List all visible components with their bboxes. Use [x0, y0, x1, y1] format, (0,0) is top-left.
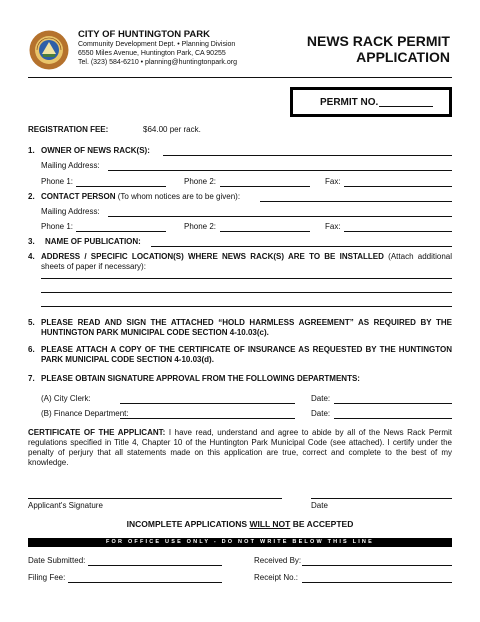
permit-number-field[interactable]: [379, 106, 433, 107]
section2-mailing-label: Mailing Address:: [41, 207, 100, 216]
finance-signature-field[interactable]: [120, 418, 295, 419]
finance-date-field[interactable]: [334, 418, 452, 419]
section1-title: OWNER OF NEWS RACK(S):: [41, 146, 150, 155]
contact-person-field[interactable]: [260, 201, 452, 202]
section4-title: ADDRESS / SPECIFIC LOCATION(S) WHERE NEWS RACK(S) ARE TO BE INSTALLED: [41, 252, 384, 261]
owner-mailing-field[interactable]: [108, 170, 452, 171]
certificate-label: CERTIFICATE OF THE APPLICANT:: [28, 428, 166, 437]
contact-phone1-field[interactable]: [76, 231, 166, 232]
header-rule: [28, 77, 452, 78]
section7-number: 7.: [28, 374, 35, 383]
section1-mailing-label: Mailing Address:: [41, 161, 100, 170]
date-submitted-label: Date Submitted:: [28, 556, 86, 565]
address-line: 6550 Miles Avenue, Huntington Park, CA 90255: [78, 50, 226, 57]
city-clerk-date-field[interactable]: [334, 403, 452, 404]
owner-phone2-field[interactable]: [220, 186, 310, 187]
permit-number-box: [290, 87, 452, 117]
office-use-banner-text: FOR OFFICE USE ONLY - DO NOT WRITE BELOW THIS LINE: [106, 539, 374, 545]
section4-text: [41, 252, 452, 272]
applicant-date-label: Date: [311, 501, 328, 510]
section2-title: [41, 192, 240, 202]
department-line: Community Development Dept. • Planning Division: [78, 41, 236, 48]
contact-mailing-field[interactable]: [108, 216, 452, 217]
city-name: CITY OF HUNTINGTON PARK: [78, 29, 210, 40]
incomplete-pre: INCOMPLETE APPLICATIONS: [126, 519, 250, 529]
section1-phone2-label: Phone 2:: [184, 177, 217, 186]
section4-note: (Attach additional sheets of paper if necessary):: [41, 252, 452, 271]
section4-number: 4.: [28, 252, 35, 261]
section2-number: 2.: [28, 192, 35, 201]
filing-fee-label: Filing Fee:: [28, 573, 66, 582]
section2-title-text: CONTACT PERSON: [41, 192, 116, 201]
section7-text: PLEASE OBTAIN SIGNATURE APPROVAL FROM THE FOLLOWING DEPARTMENTS:: [41, 374, 360, 383]
applicant-date-field[interactable]: [311, 498, 452, 499]
applicant-signature-label: Applicant's Signature: [28, 501, 103, 510]
location-line-3[interactable]: [41, 306, 452, 307]
section2-phone2-label: Phone 2:: [184, 222, 217, 231]
incomplete-emph: WILL NOT: [249, 519, 291, 529]
certificate-body: I have read, understand and agree to abide by all of the News Rack Permit regulations specified in Title 4, Chapter 10 of the Huntington Park Municipal Code (see attached). I certify under the penalty of perjury that all statements made on this application are true, correct and complete to the best of my knowledge.: [28, 428, 453, 467]
date-submitted-field[interactable]: [88, 565, 222, 566]
section5-text: PLEASE READ AND SIGN THE ATTACHED “HOLD HARMLESS AGREEMENT” AS REQUIRED BY THE HUNTINGTON PARK MUNICIPAL CODE SECTION 4-10.03(c).: [41, 318, 452, 337]
contact-line: Tel. (323) 584-6210 • planning@huntingtonpark.org: [78, 59, 237, 66]
owner-fax-field[interactable]: [344, 186, 452, 187]
section1-phone1-label: Phone 1:: [41, 177, 74, 186]
receipt-no-label: Receipt No.:: [254, 573, 299, 582]
section6-text: PLEASE ATTACH A COPY OF THE CERTIFICATE OF INSURANCE AS REQUESTED BY THE HUNTINGTON PARK MUNICIPAL CODE SECTION 4-10.03(d).: [41, 345, 452, 364]
owner-phone1-field[interactable]: [76, 186, 166, 187]
registration-fee-label: REGISTRATION FEE:: [28, 125, 109, 134]
received-by-label: Received By:: [254, 556, 302, 565]
received-by-field[interactable]: [302, 565, 452, 566]
section5-number: 5.: [28, 318, 35, 327]
city-clerk-label: (A) City Clerk:: [41, 394, 91, 403]
registration-fee-value: $64.00 per rack.: [143, 125, 201, 134]
section2-fax-label: Fax:: [325, 222, 341, 231]
form-title-line1: NEWS RACK PERMIT: [306, 33, 450, 49]
section1-number: 1.: [28, 146, 35, 155]
section2-phone1-label: Phone 1:: [41, 222, 74, 231]
section1-fax-label: Fax:: [325, 177, 341, 186]
location-line-1[interactable]: [41, 278, 452, 279]
form-title-line2: APPLICATION: [356, 49, 450, 65]
office-use-banner: [28, 538, 452, 547]
section3-title: NAME OF PUBLICATION:: [45, 237, 141, 246]
owner-name-field[interactable]: [163, 155, 452, 156]
finance-label: (B) Finance Department:: [41, 409, 129, 418]
contact-phone2-field[interactable]: [220, 231, 310, 232]
section6-number: 6.: [28, 345, 35, 354]
city-clerk-signature-field[interactable]: [120, 403, 295, 404]
finance-date-label: Date:: [311, 409, 331, 418]
permit-number-label: PERMIT NO.: [320, 97, 379, 108]
filing-fee-field[interactable]: [68, 582, 222, 583]
location-line-2[interactable]: [41, 292, 452, 293]
certificate-text: [28, 428, 452, 468]
city-clerk-date-label: Date:: [311, 394, 331, 403]
contact-fax-field[interactable]: [344, 231, 452, 232]
section2-subtitle: (To whom notices are to be given):: [115, 192, 241, 201]
incomplete-post: BE ACCEPTED: [290, 519, 354, 529]
publication-name-field[interactable]: [151, 246, 452, 247]
city-seal: [29, 30, 69, 70]
incomplete-notice: [28, 519, 452, 529]
section3-number: 3.: [28, 237, 35, 246]
receipt-no-field[interactable]: [302, 582, 452, 583]
applicant-signature-field[interactable]: [28, 498, 282, 499]
